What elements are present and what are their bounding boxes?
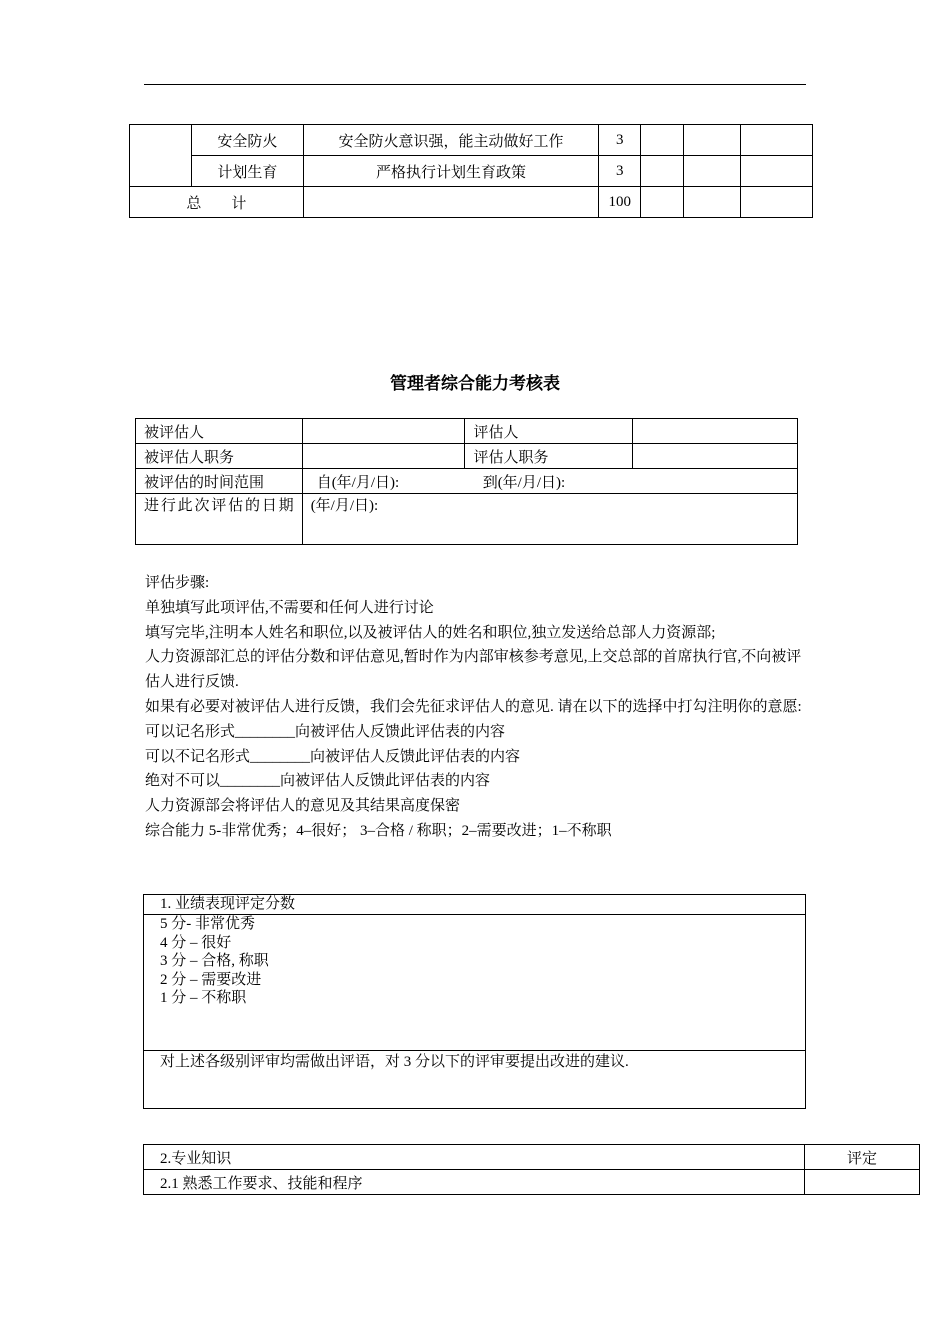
table-row [130,156,813,187]
evaluation-info-table [135,418,798,545]
empty-cell [641,187,684,218]
table-row [144,915,806,1051]
table-row [144,1170,920,1195]
step-text: 单独填写此项评估,不需要和任何人进行讨论 [145,599,434,616]
level-item: 1 分 – 不称职 [160,990,247,1006]
table-row [144,895,806,915]
empty-cell [684,187,741,218]
option-never[interactable]: 绝对不可以________向被评估人反馈此评估表的内容 [145,773,491,790]
performance-header: 1. 业绩表现评定分数 [144,895,806,915]
evaluation-steps [145,571,815,844]
level-item: 5 分- 非常优秀 [160,916,255,932]
evaluator-field[interactable] [633,419,798,444]
steps-heading: 评估步骤: [145,575,210,591]
empty-cell [684,125,741,156]
score-cell: 3 [599,156,641,187]
date-field[interactable]: (年/月/日): [302,494,797,545]
step-text: 人力资源部汇总的评估分数和评估意见,暂时作为内部审核参考意见,上交总部的首席执行官,不向被评估人进行反馈. [145,649,802,691]
performance-table [143,894,806,1109]
item-cell: 计划生育 [191,156,303,187]
description-cell: 安全防火意识强，能主动做好工作 [303,125,599,156]
rating-header: 评定 [805,1145,920,1170]
item-cell: 安全防火 [191,125,303,156]
step-text: 如果有必要对被评估人进行反馈，我们会先征求评估人的意见. 请在以下的选择中打勾注明你的意愿: [145,698,802,715]
empty-cell [641,156,684,187]
rating-field[interactable] [805,1170,920,1195]
rating-scale: 综合能力 5-非常优秀；4–很好； 3–合格 / 称职；2–需要改进；1–不称职 [145,822,612,839]
range-label: 被评估的时间范围 [136,469,303,494]
empty-cell [741,156,813,187]
level-item: 2 分 – 需要改进 [160,971,262,988]
performance-levels [144,915,806,1051]
table-row [136,419,798,444]
knowledge-header: 2.专业知识 [144,1145,805,1170]
category-cell [130,125,192,187]
score-cell: 3 [599,125,641,156]
performance-note[interactable]: 对上述各级别评审均需做出评语，对 3 分以下的评审要提出改进的建议. [144,1051,806,1109]
step-text: 填写完毕,注明本人姓名和职位,以及被评估人的姓名和职位,独立发送给总部人力资源部; [145,624,716,641]
evaluatee-position-label: 被评估人职务 [136,444,303,469]
table-row [136,469,798,494]
evaluator-label: 评估人 [465,419,633,444]
table-row [136,494,798,545]
step-text: 人力资源部会将评估人的意见及其结果高度保密 [145,798,461,815]
table-row [144,1051,806,1109]
total-label: 总 计 [130,187,304,218]
score-summary-table [129,124,813,218]
page-title: 管理者综合能力考核表 [390,374,560,393]
empty-cell [684,156,741,187]
table-row [130,125,813,156]
option-anonymous[interactable]: 可以不记名形式________向被评估人反馈此评估表的内容 [145,748,521,765]
total-row [130,187,813,218]
empty-cell [303,187,599,218]
knowledge-item: 2.1 熟悉工作要求、技能和程序 [144,1170,805,1195]
range-from: 自(年/月/日): [316,474,400,491]
evaluator-position-field[interactable] [633,444,798,469]
header-rule [144,84,806,85]
evaluatee-position-field[interactable] [302,444,465,469]
table-row [144,1145,920,1170]
empty-cell [641,125,684,156]
range-field[interactable] [302,469,797,494]
evaluatee-label: 被评估人 [136,419,303,444]
knowledge-table [143,1144,920,1195]
empty-cell [741,187,813,218]
level-item: 4 分 – 很好 [160,934,232,951]
table-row [136,444,798,469]
evaluatee-field[interactable] [302,419,465,444]
option-signed[interactable]: 可以记名形式________向被评估人反馈此评估表的内容 [145,723,506,740]
date-label: 进行此次评估的日期 [136,494,303,545]
range-to: 到(年/月/日): [482,474,566,491]
evaluator-position-label: 评估人职务 [465,444,633,469]
total-score: 100 [599,187,641,218]
level-item: 3 分 – 合格, 称职 [160,953,269,969]
description-cell: 严格执行计划生育政策 [303,156,599,187]
empty-cell [741,125,813,156]
